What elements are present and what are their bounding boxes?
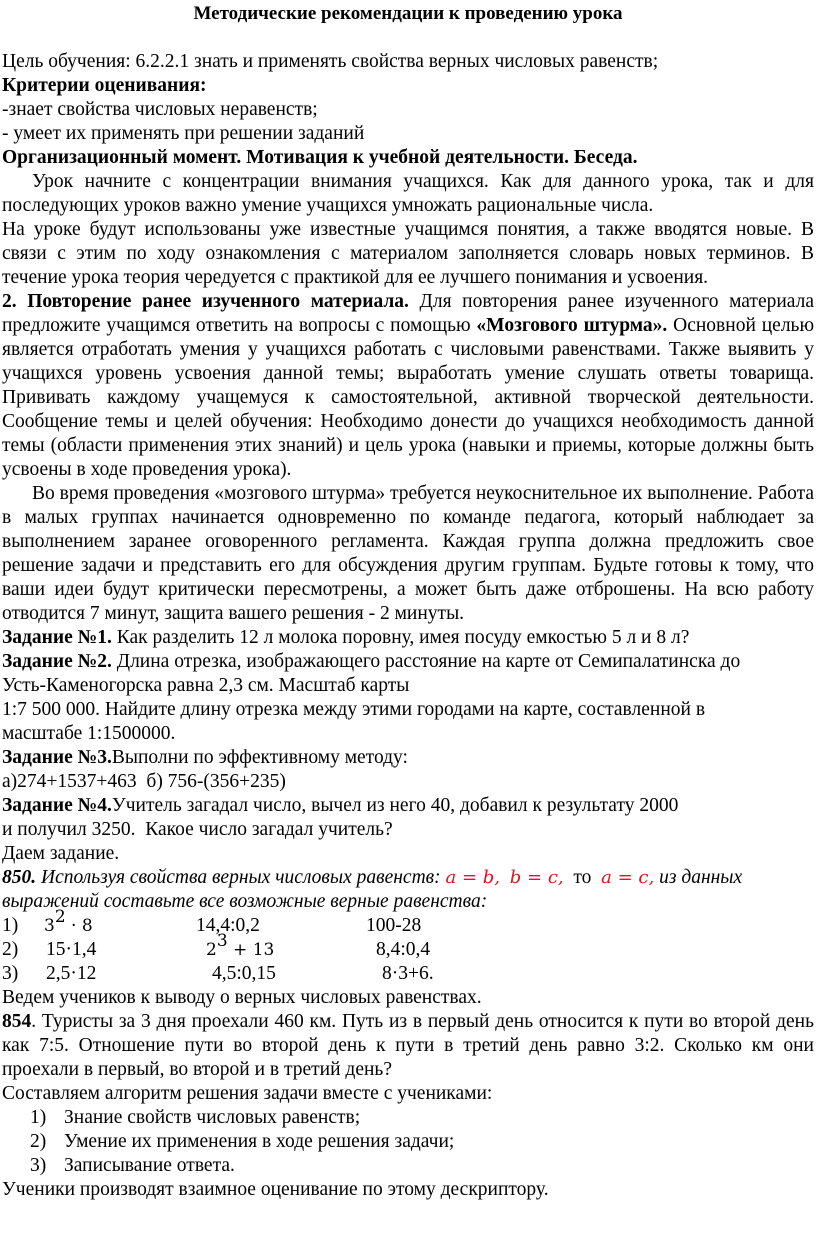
algorithm-list: [2, 1106, 814, 1178]
task-2: Задание №2. Длина отрезка, изображающего расстояние на карте от Семипалатинска до: [2, 651, 741, 672]
task-3: Задание №3.Выполни по эффективному методу:: [2, 747, 408, 768]
criteria-heading: Критерии оценивания:: [2, 75, 207, 96]
brainstorm-paragraph: Во время проведения «мозгового штурма» требуется неукоснительное их выполнение. Работа в малых группах начинается одновременно по команде педагога, который наблюдает за выполнением заранее оговоренного регламента. Каждая группа должна предложить свое решение задачи и представить его для обсуждения другим группам. Будьте готовы к тому, что ваши идеи будут критически пересмотрены, а может быть даже отброшены. На всю работу отводится 7 минут, защита вашего решения - 2 минуты.: [2, 483, 814, 624]
equation-ac: a = c,: [601, 867, 655, 888]
task-2-line: 1:7 500 000. Найдите длину отрезка между этими городами на карте, составленной в: [2, 699, 706, 720]
equation-bc: b = c,: [509, 867, 564, 888]
grid-row: 1) $3^2 \cdot 8$ 14,4:0,2 100-28: [2, 906, 422, 936]
task-4: Задание №4.Учитель загадал число, вычел из него 40, добавил к результату 2000: [2, 795, 679, 816]
list-item: 3) Записывание ответа.: [30, 1155, 235, 1176]
grid-row: 2) 15·1,4 $2^3 + 13$ 8,4:0,4: [2, 930, 431, 960]
page-title: Методические рекомендации к проведению урока: [193, 3, 623, 24]
repetition-heading: 2. Повторение ранее изученного материала.: [2, 291, 409, 312]
exercise-850: 850. Используя свойства верных числовых равенств: a = b, b = c, то a = c, из данных: [2, 867, 743, 888]
org-heading: Организационный момент. Мотивация к учебной деятельности. Беседа.: [2, 147, 638, 168]
grid-row: 3) 2,5·12 4,5:0,15 8·3+6.: [2, 963, 434, 984]
list-item: 1) Знание свойств числовых равенств;: [30, 1107, 361, 1128]
expressions-grid: [2, 906, 814, 986]
criteria-item: - умеет их применять при решении заданий: [2, 123, 365, 144]
task-2-line: Усть-Каменогорска равна 2,3 см. Масштаб карты: [2, 675, 410, 696]
exercise-850-line: выражений составьте все возможные верные равенства:: [2, 891, 488, 912]
task-4-line: и получил 3250. Какое число загадал учитель?: [2, 819, 393, 840]
lead-text: Ведем учеников к выводу о верных числовых равенствах.: [2, 987, 482, 1008]
org-paragraph-2: На уроке будут использованы уже известные учащимся понятия, а также вводятся новые. В связи с этим по ходу ознакомления с материалом заполняется словарь новых терминов. В течение урока теория чередуется с практикой для ее лучшего понимания и усвоения.: [2, 219, 814, 288]
criteria-item: -знает свойства числовых неравенств;: [2, 99, 318, 120]
task-1: Задание №1. Как разделить 12 л молока поровну, имея посуду емкостью 5 л и 8 л?: [2, 627, 690, 648]
task-3-items: а)274+1537+463 б) 756-(356+235): [2, 771, 286, 792]
list-item: 2) Умение их применения в ходе решения задачи;: [30, 1131, 455, 1152]
brainstorm-term: «Мозгового штурма».: [476, 315, 668, 336]
org-paragraph-1: Урок начните с концентрации внимания учащихся. Как для данного урока, так и для последующих уроков важно умение учащихся умножать рациональные числа.: [2, 171, 814, 216]
task-2-line: масштабе 1:1500000.: [2, 723, 176, 744]
equation-ab: a = b,: [445, 867, 501, 888]
give-task: Даем задание.: [2, 843, 120, 864]
repetition-paragraph: 2. Повторение ранее изученного материала. Для повторения ранее изученного материала предложите учащимся ответить на вопросы с помощью «Мозгового штурма». Основной целью является отработать умения у учащихся работать с числовыми равенствами. Также выявить у учащихся уровень усвоения данной темы; выработать умение слушать ответы товарища. Прививать каждому учащемуся к самостоятельной, активной творческой деятельности. Сообщение темы и целей обучения: Необходимо донести до учащихся необходимость данной темы (области применения этих знаний) и цель урока (навыки и приемы, которые должны быть усвоены в ходе проведения урока).: [2, 291, 815, 480]
exercise-854: 854. Туристы за 3 дня проехали 460 км. Путь из в первый день относится к пути во второй день как 7:5. Отношение пути во второй день к пути в третий день равно 3:2. Сколько км они проехали в первый, во второй и в третий день?: [2, 1011, 814, 1080]
learning-goal: Цель обучения: 6.2.2.1 знать и применять свойства верных числовых равенств;: [2, 51, 659, 72]
final-text: Ученики производят взаимное оценивание по этому дескриптору.: [2, 1179, 549, 1200]
algorithm-intro: Составляем алгоритм решения задачи вместе с учениками:: [2, 1083, 493, 1104]
